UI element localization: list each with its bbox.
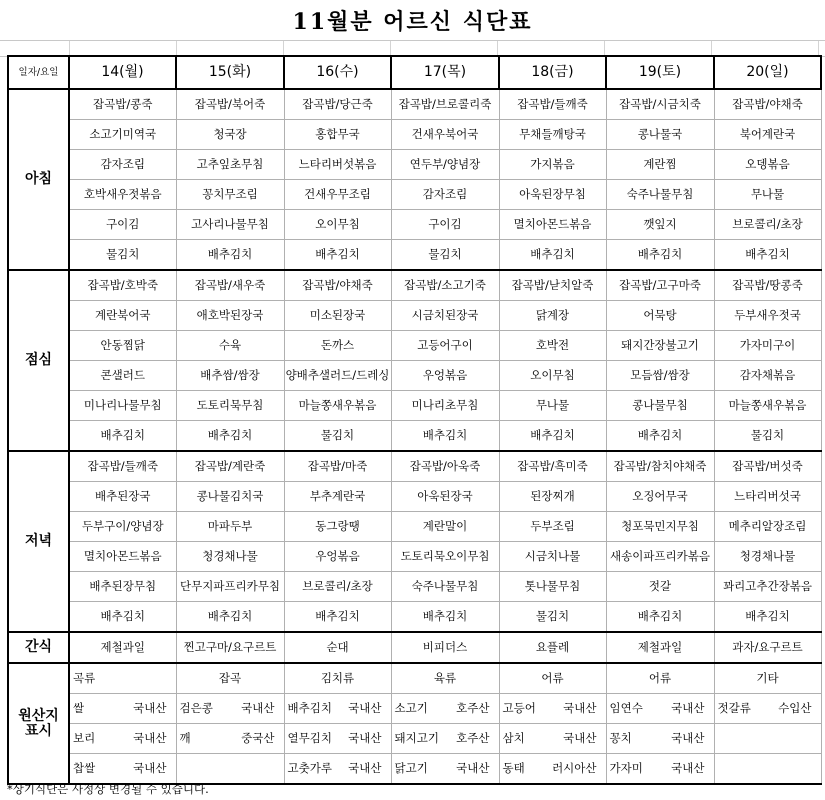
menu-cell: 배추김치: [391, 602, 499, 633]
table-row: [8, 240, 821, 271]
menu-cell: 고사리나물무침: [176, 210, 284, 240]
menu-cell: 무채들깨탕국: [499, 120, 606, 150]
menu-cell: 숙주나물무침: [391, 572, 499, 602]
menu-cell: 가지볶음: [499, 150, 606, 180]
menu-cell: 물김치: [391, 240, 499, 271]
origin-item: 쌀: [73, 701, 85, 716]
menu-cell: 마파두부: [176, 512, 284, 542]
origin-item: 가자미: [609, 761, 643, 776]
origin-pair: [178, 702, 283, 714]
menu-cell: 배추김치: [284, 602, 391, 633]
menu-cell: 배추김치: [606, 602, 714, 633]
header-corner: 일자/요일: [8, 56, 69, 89]
menu-cell: 된장찌개: [499, 482, 606, 512]
menu-cell: 잡곡밥/고구마죽: [606, 270, 714, 301]
menu-cell: 무나물: [499, 391, 606, 421]
menu-cell: 부추계란국: [284, 482, 391, 512]
menu-cell: 호박새우젓볶음: [69, 180, 176, 210]
header-row: [8, 56, 821, 89]
meal-label-snack: 간식: [8, 632, 69, 663]
table-row: [8, 542, 821, 572]
origin-pair: [286, 732, 390, 744]
origin-pair: [71, 732, 175, 744]
menu-cell: 배추김치: [284, 240, 391, 271]
menu-cell: 무나물: [714, 180, 821, 210]
table-row: [8, 210, 821, 240]
origin-country: 국내산: [348, 701, 382, 716]
menu-cell: 배추된장무침: [69, 572, 176, 602]
menu-cell: 잡곡밥/호박죽: [69, 270, 176, 301]
origin-item: 임연수: [609, 701, 643, 716]
menu-cell: 브로콜리/초장: [284, 572, 391, 602]
origin-pair: [501, 702, 605, 714]
origin-item: 찹쌀: [73, 761, 96, 776]
table-row: [8, 632, 821, 663]
origin-category: 육류: [391, 663, 499, 694]
origin-country: 국내산: [348, 731, 382, 746]
origin-row: [8, 754, 821, 785]
menu-cell: 소고기미역국: [69, 120, 176, 150]
menu-cell: 배추김치: [499, 421, 606, 452]
menu-cell: 홍합무국: [284, 120, 391, 150]
snack-cell: 찐고구마/요구르트: [176, 632, 284, 663]
origin-item: 배추김치: [287, 701, 332, 716]
table-row: [8, 120, 821, 150]
origin-pair: [608, 702, 713, 714]
menu-cell: 오이무침: [284, 210, 391, 240]
meal-body: [8, 89, 821, 663]
day-header: 20(일): [714, 56, 821, 89]
snack-cell: 비피더스: [391, 632, 499, 663]
day-header: 17(목): [391, 56, 499, 89]
menu-cell: 오징어무국: [606, 482, 714, 512]
footnote: *상기식단은 사정상 변경될 수 있습니다.: [7, 782, 209, 796]
origin-category: 기타: [714, 663, 821, 694]
menu-cell: 물김치: [714, 421, 821, 452]
menu-cell: 배추김치: [606, 240, 714, 271]
menu-cell: 잡곡밥/마죽: [284, 451, 391, 482]
menu-cell: 도토리묵무침: [176, 391, 284, 421]
menu-cell: 멸치아몬드볶음: [499, 210, 606, 240]
menu-cell: 배추김치: [176, 602, 284, 633]
menu-cell: 잡곡밥/새우죽: [176, 270, 284, 301]
origin-item: 열무김치: [287, 731, 332, 746]
menu-cell: 미나리초무침: [391, 391, 499, 421]
menu-cell: 어묵탕: [606, 301, 714, 331]
menu-cell: 새송이파프리카볶음: [606, 542, 714, 572]
origin-cell: [499, 724, 606, 754]
menu-cell: 배추김치: [714, 240, 821, 271]
menu-cell: 애호박된장국: [176, 301, 284, 331]
origin-cell: [714, 724, 821, 754]
origin-item: 고등어: [502, 701, 536, 716]
origin-pair: [716, 702, 820, 714]
menu-cell: 배추김치: [69, 421, 176, 452]
menu-cell: 잡곡밥/북어죽: [176, 89, 284, 120]
menu-cell: 오뎅볶음: [714, 150, 821, 180]
origin-cell: [176, 724, 284, 754]
menu-cell: 고추잎초무침: [176, 150, 284, 180]
meal-label-dinner: 저녁: [8, 451, 69, 632]
day-header: 18(금): [499, 56, 606, 89]
origin-item: 젓갈류: [717, 701, 751, 716]
origin-cell: [69, 754, 176, 785]
menu-cell: 잡곡밥/참치야채죽: [606, 451, 714, 482]
origin-cell: [606, 754, 714, 785]
origin-item: 돼지고기: [394, 731, 439, 746]
snack-cell: 요플레: [499, 632, 606, 663]
menu-cell: 배추쌈/쌈장: [176, 361, 284, 391]
menu-cell: 잡곡밥/야채죽: [284, 270, 391, 301]
menu-cell: 마늘쫑새우볶음: [284, 391, 391, 421]
origin-country: 국내산: [133, 761, 167, 776]
menu-cell: 꽁치무조림: [176, 180, 284, 210]
menu-cell: 느타리버섯국: [714, 482, 821, 512]
origin-pair: [608, 762, 713, 774]
menu-cell: 멸치아몬드볶음: [69, 542, 176, 572]
meal-label-breakfast: 아침: [8, 89, 69, 270]
menu-cell: 오이무침: [499, 361, 606, 391]
menu-cell: 단무지파프리카무침: [176, 572, 284, 602]
menu-cell: 배추김치: [176, 240, 284, 271]
day-header: 15(화): [176, 56, 284, 89]
origin-country: 호주산: [456, 731, 490, 746]
menu-cell: 젓갈: [606, 572, 714, 602]
origin-country: 국내산: [563, 731, 597, 746]
menu-cell: 모듬쌈/쌈장: [606, 361, 714, 391]
menu-cell: 우엉볶음: [284, 542, 391, 572]
menu-cell: 감자조림: [391, 180, 499, 210]
menu-cell: 두부새우젓국: [714, 301, 821, 331]
menu-cell: 브로콜리/초장: [714, 210, 821, 240]
menu-cell: 안동찜닭: [69, 331, 176, 361]
menu-cell: 감자채볶음: [714, 361, 821, 391]
table-row: [8, 180, 821, 210]
menu-cell: 수육: [176, 331, 284, 361]
menu-cell: 시금치된장국: [391, 301, 499, 331]
origin-cell: [176, 694, 284, 724]
origin-cell: [714, 694, 821, 724]
menu-cell: 깻잎지: [606, 210, 714, 240]
menu-cell: 잡곡밥/흑미죽: [499, 451, 606, 482]
table-row: [8, 361, 821, 391]
origin-cell: [714, 754, 821, 785]
origin-cell: [284, 754, 391, 785]
menu-table: [7, 55, 822, 785]
menu-cell: 콩나물무침: [606, 391, 714, 421]
menu-cell: 잡곡밥/콩죽: [69, 89, 176, 120]
menu-cell: 톳나물무침: [499, 572, 606, 602]
table-row: [8, 89, 821, 120]
menu-cell: 물김치: [284, 421, 391, 452]
origin-row: [8, 724, 821, 754]
origin-cell: [69, 724, 176, 754]
day-header: 16(수): [284, 56, 391, 89]
origin-item: 검은콩: [179, 701, 213, 716]
menu-cell: 고등어구이: [391, 331, 499, 361]
menu-cell: 물김치: [499, 602, 606, 633]
origin-country: 수입산: [778, 701, 812, 716]
origin-pair: [393, 762, 498, 774]
menu-cell: 아욱된장무침: [499, 180, 606, 210]
menu-cell: 우엉볶음: [391, 361, 499, 391]
origin-item: 고춧가루: [287, 761, 332, 776]
origin-country: 국내산: [348, 761, 382, 776]
menu-cell: 잡곡밥/소고기죽: [391, 270, 499, 301]
menu-cell: 숙주나물무침: [606, 180, 714, 210]
origin-item: 삼치: [502, 731, 525, 746]
origin-label: 원산지 표시: [8, 663, 69, 784]
table-row: [8, 451, 821, 482]
origin-category: 어류: [499, 663, 606, 694]
table-row: [8, 512, 821, 542]
menu-cell: 잡곡밥/야채죽: [714, 89, 821, 120]
table-row: [8, 482, 821, 512]
origin-pair: [178, 732, 283, 744]
origin-country: 국내산: [671, 761, 705, 776]
menu-cell: 계란북어국: [69, 301, 176, 331]
snack-cell: 과자/요구르트: [714, 632, 821, 663]
origin-country: 국내산: [241, 701, 275, 716]
origin-pair: [393, 732, 498, 744]
menu-cell: 잡곡밥/당근죽: [284, 89, 391, 120]
menu-cell: 마늘쫑새우볶음: [714, 391, 821, 421]
origin-cell: [391, 754, 499, 785]
origin-cell: [284, 694, 391, 724]
menu-cell: 구이김: [69, 210, 176, 240]
menu-cell: 콩나물김치국: [176, 482, 284, 512]
snack-cell: 제철과일: [69, 632, 176, 663]
menu-cell: 꽈리고추간장볶음: [714, 572, 821, 602]
menu-cell: 아욱된장국: [391, 482, 499, 512]
menu-cell: 시금치나물: [499, 542, 606, 572]
menu-cell: 구이김: [391, 210, 499, 240]
menu-cell: 북어계란국: [714, 120, 821, 150]
origin-category: 곡류: [69, 663, 176, 694]
origin-cell: [391, 694, 499, 724]
snack-cell: 제철과일: [606, 632, 714, 663]
origin-country: 국내산: [671, 731, 705, 746]
table-row: [8, 391, 821, 421]
origin-category: 잡곡: [176, 663, 284, 694]
table-row: [8, 602, 821, 633]
menu-cell: 도토리묵오이무침: [391, 542, 499, 572]
origin-country: 국내산: [671, 701, 705, 716]
origin-category: 김치류: [284, 663, 391, 694]
origin-country: 러시아산: [552, 761, 597, 776]
origin-cell: [391, 724, 499, 754]
origin-item: 보리: [73, 731, 96, 746]
origin-pair: [393, 702, 498, 714]
menu-cell: 배추김치: [606, 421, 714, 452]
origin-country: 국내산: [456, 761, 490, 776]
menu-cell: 잡곡밥/땅콩죽: [714, 270, 821, 301]
menu-cell: 배추김치: [714, 602, 821, 633]
table-row: [8, 421, 821, 452]
origin-body: [8, 663, 821, 784]
table-row: [8, 270, 821, 301]
menu-cell: 돈까스: [284, 331, 391, 361]
menu-cell: 돼지간장불고기: [606, 331, 714, 361]
origin-pair: [71, 702, 175, 714]
menu-cell: 콩나물국: [606, 120, 714, 150]
menu-cell: 미나리나물무침: [69, 391, 176, 421]
origin-country: 호주산: [456, 701, 490, 716]
menu-cell: 양배추샐러드/드레싱: [284, 361, 391, 391]
origin-item: 깨: [179, 731, 191, 746]
menu-cell: 두부구이/양념장: [69, 512, 176, 542]
menu-cell: 계란찜: [606, 150, 714, 180]
menu-cell: 잡곡밥/들깨죽: [499, 89, 606, 120]
origin-item: 소고기: [394, 701, 428, 716]
origin-cell: [284, 724, 391, 754]
day-header: 19(토): [606, 56, 714, 89]
origin-item: 동태: [502, 761, 525, 776]
table-row: [8, 150, 821, 180]
origin-country: 국내산: [133, 731, 167, 746]
menu-cell: 잡곡밥/시금치죽: [606, 89, 714, 120]
menu-cell: 청포묵민지무침: [606, 512, 714, 542]
menu-cell: 닭계장: [499, 301, 606, 331]
menu-cell: 잡곡밥/아욱죽: [391, 451, 499, 482]
menu-cell: 메추리알장조림: [714, 512, 821, 542]
menu-cell: 배추김치: [69, 602, 176, 633]
origin-item: 꽁치: [609, 731, 632, 746]
menu-cell: 잡곡밥/낟치알죽: [499, 270, 606, 301]
origin-pair: [286, 702, 390, 714]
origin-item: 닭고기: [394, 761, 428, 776]
menu-cell: 물김치: [69, 240, 176, 271]
origin-country: 국내산: [133, 701, 167, 716]
menu-cell: 미소된장국: [284, 301, 391, 331]
table-row: [8, 331, 821, 361]
origin-category-row: [8, 663, 821, 694]
menu-cell: 건새우무조림: [284, 180, 391, 210]
menu-cell: 가자미구이: [714, 331, 821, 361]
menu-cell: 건새우북어국: [391, 120, 499, 150]
menu-cell: 두부조림: [499, 512, 606, 542]
menu-cell: 배추김치: [391, 421, 499, 452]
menu-cell: 배추된장국: [69, 482, 176, 512]
origin-pair: [501, 762, 605, 774]
menu-cell: 청국장: [176, 120, 284, 150]
menu-cell: 배추김치: [176, 421, 284, 452]
menu-cell: 청경채나물: [176, 542, 284, 572]
origin-pair: [608, 732, 713, 744]
day-header: 14(월): [69, 56, 176, 89]
menu-cell: 잡곡밥/버섯죽: [714, 451, 821, 482]
origin-cell: [176, 754, 284, 785]
meal-label-lunch: 점심: [8, 270, 69, 451]
snack-cell: 순대: [284, 632, 391, 663]
menu-cell: 잡곡밥/브로콜리죽: [391, 89, 499, 120]
origin-row: [8, 694, 821, 724]
table-row: [8, 572, 821, 602]
menu-cell: 콘샐러드: [69, 361, 176, 391]
menu-cell: 계란말이: [391, 512, 499, 542]
page-title: 11월분 어르신 식단표: [292, 9, 533, 35]
origin-country: 국내산: [563, 701, 597, 716]
menu-cell: 동그랑땡: [284, 512, 391, 542]
origin-pair: [71, 762, 175, 774]
origin-country: 중국산: [241, 731, 275, 746]
menu-cell: 잡곡밥/들깨죽: [69, 451, 176, 482]
origin-pair: [286, 762, 390, 774]
origin-cell: [499, 694, 606, 724]
origin-cell: [499, 754, 606, 785]
origin-cell: [606, 724, 714, 754]
menu-cell: 연두부/양념장: [391, 150, 499, 180]
menu-cell: 감자조림: [69, 150, 176, 180]
menu-cell: 느타리버섯볶음: [284, 150, 391, 180]
menu-cell: 청경채나물: [714, 542, 821, 572]
origin-pair: [501, 732, 605, 744]
menu-cell: 잡곡밥/계란죽: [176, 451, 284, 482]
menu-cell: 배추김치: [499, 240, 606, 271]
table-row: [8, 301, 821, 331]
origin-category: 어류: [606, 663, 714, 694]
origin-cell: [69, 694, 176, 724]
menu-cell: 호박전: [499, 331, 606, 361]
origin-cell: [606, 694, 714, 724]
